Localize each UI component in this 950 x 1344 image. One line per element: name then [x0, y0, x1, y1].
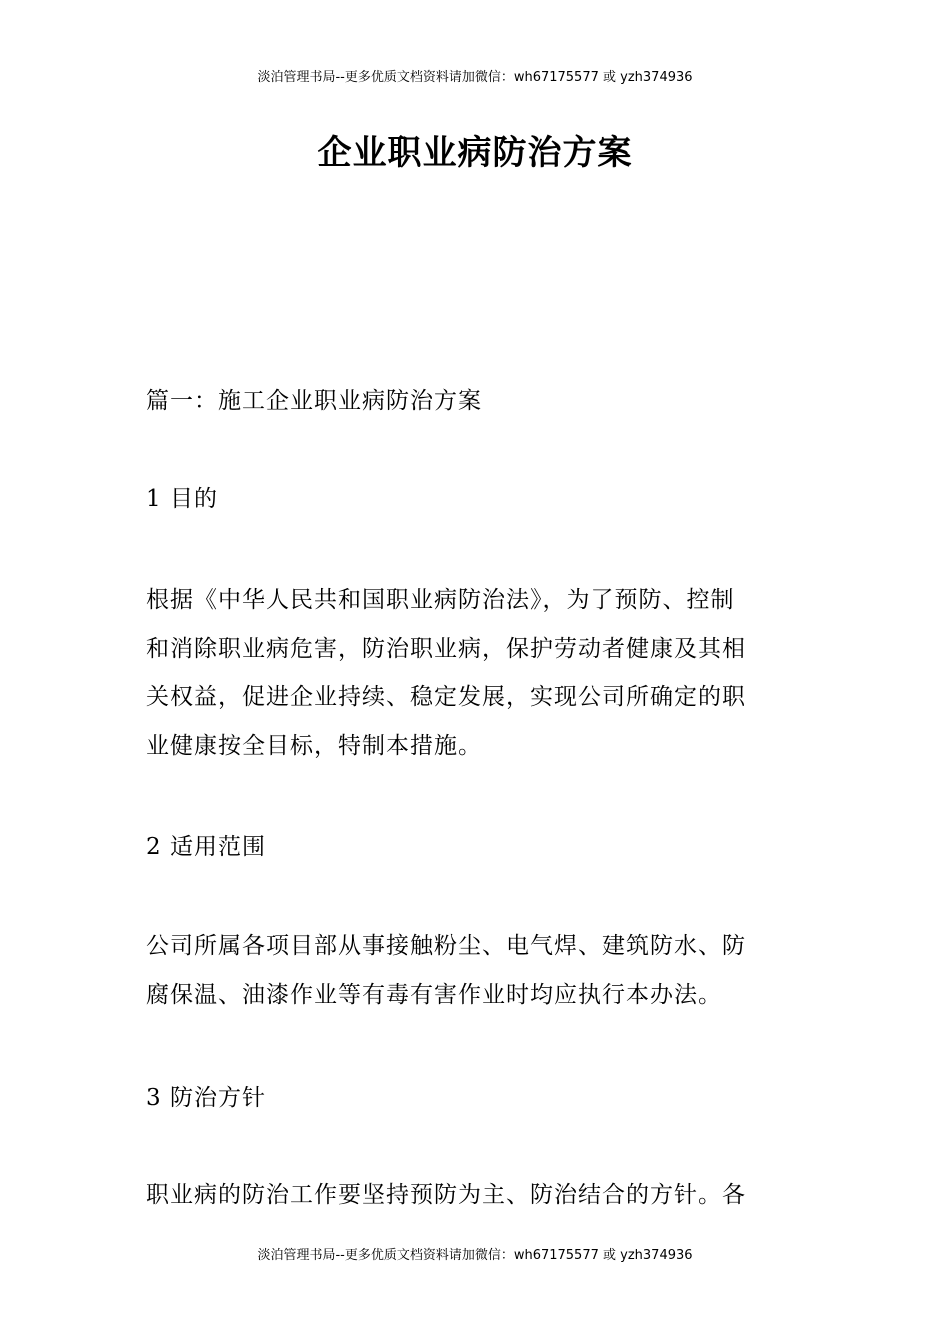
section-1-heading-text: 1 目的	[146, 486, 218, 512]
section-3-heading	[146, 1074, 808, 1123]
section-2-heading	[146, 823, 808, 872]
paragraph-line: 业健康按全目标，特制本措施。	[146, 732, 482, 759]
page-header: 淡泊管理书局--更多优质文档资料请加微信：wh67175577 或 yzh374936	[257, 70, 693, 85]
paragraph-line: 腐保温、油漆作业等有毒有害作业时均应执行本办法。	[146, 981, 722, 1008]
section-2-heading-text: 2 适用范围	[146, 834, 266, 860]
section-1-paragraph	[146, 576, 808, 770]
chapter-heading-text: 篇一：施工企业职业病防治方案	[146, 388, 482, 414]
paragraph-line: 和消除职业病危害，防治职业病，保护劳动者健康及其相	[146, 635, 746, 662]
section-3-paragraph	[146, 1171, 808, 1220]
page-footer: 淡泊管理书局--更多优质文档资料请加微信：wh67175577 或 yzh374936	[257, 1248, 693, 1263]
paragraph-line: 关权益，促进企业持续、稳定发展，实现公司所确定的职	[146, 684, 746, 710]
paragraph-line: 职业病的防治工作要坚持预防为主、防治结合的方针。各	[146, 1182, 746, 1208]
section-3-heading-text: 3 防治方针	[146, 1085, 266, 1111]
section-1-heading	[146, 475, 808, 524]
chapter-heading	[146, 377, 808, 426]
paragraph-line: 公司所属各项目部从事接触粉尘、电气焊、建筑防水、防	[146, 933, 746, 959]
paragraph-line: 根据《中华人民共和国职业病防治法》，为了预防、控制	[146, 587, 735, 613]
section-2-paragraph	[146, 922, 808, 1019]
document-title: 企业职业病防治方案	[317, 133, 633, 173]
